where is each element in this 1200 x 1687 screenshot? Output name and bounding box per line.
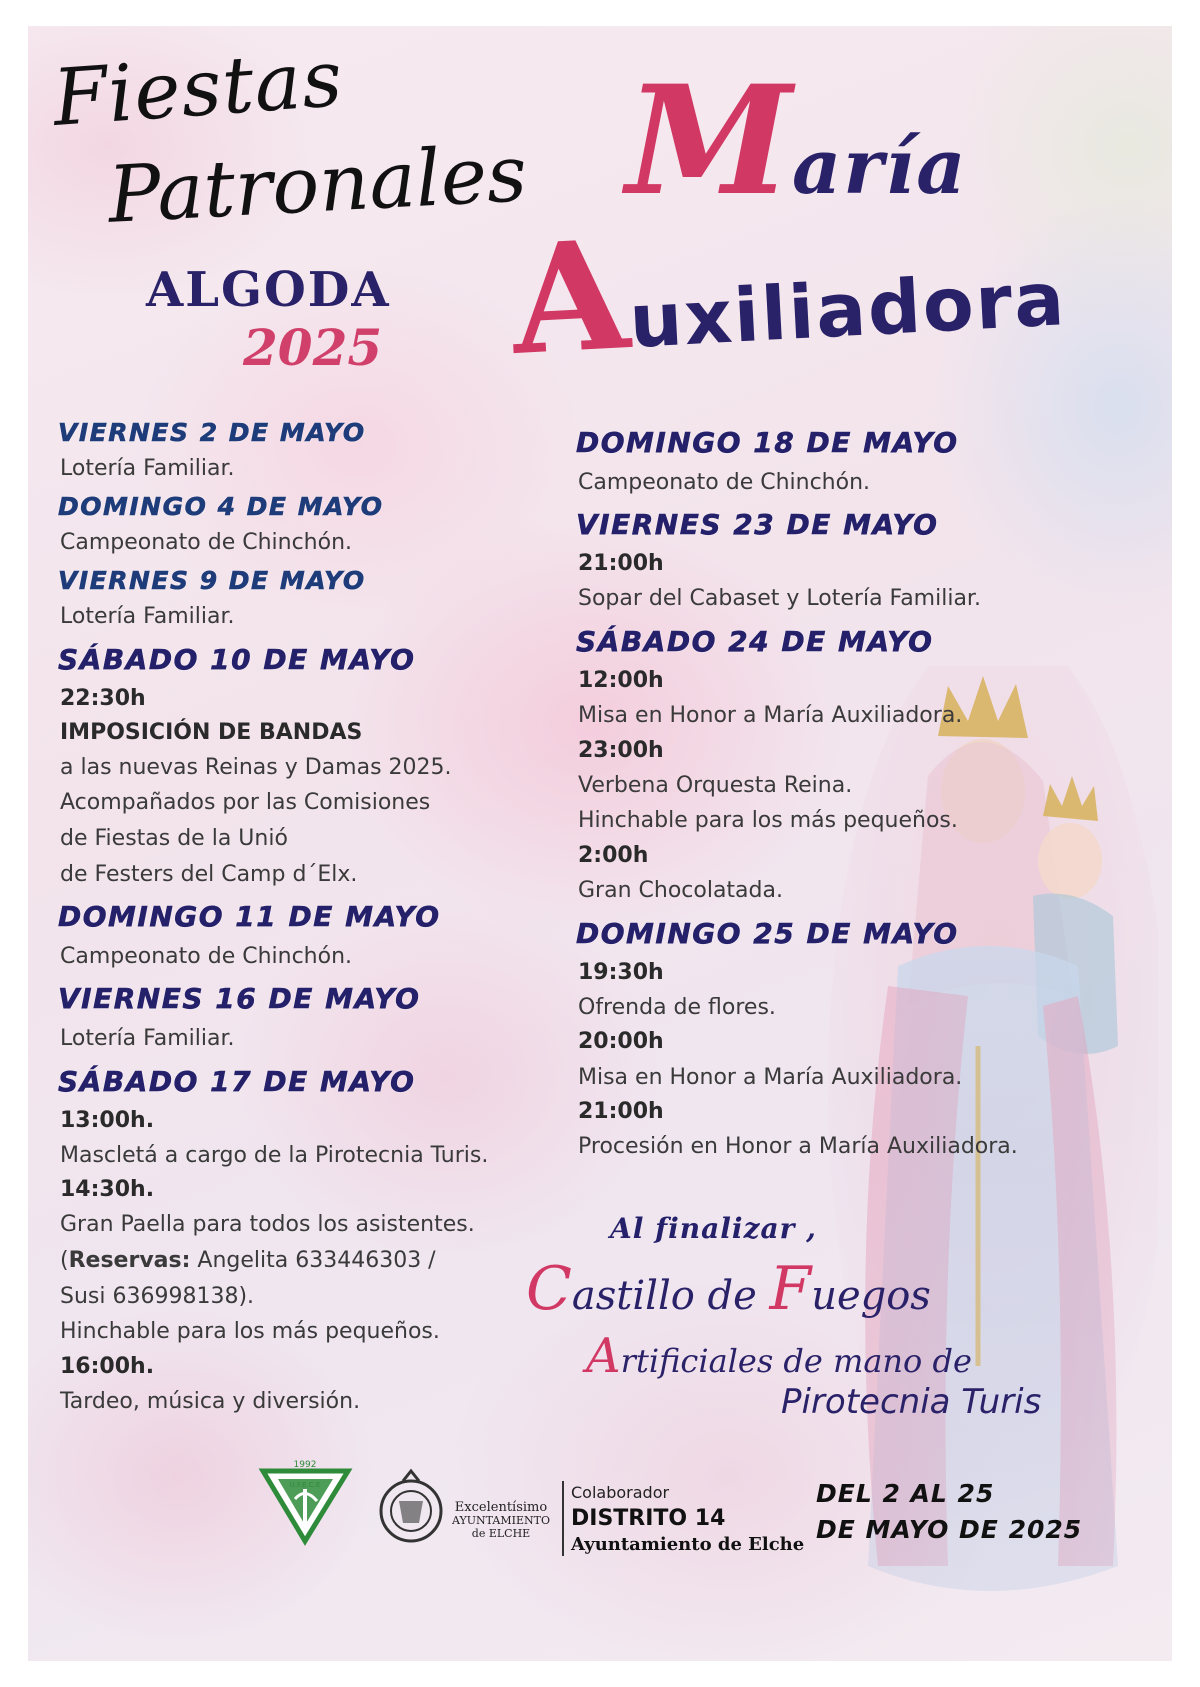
fuegos-initial: F — [769, 1254, 812, 1324]
ayto-line1: Excelentísimo — [454, 1500, 548, 1515]
event-line: Gran Chocolatada. — [578, 878, 783, 904]
day-heading: SÁBADO 10 DE MAYO — [58, 642, 416, 676]
day-heading: DOMINGO 11 DE MAYO — [58, 900, 441, 934]
event-line: Susi 636998138). — [60, 1283, 255, 1309]
fuegos-rest: uegos — [811, 1273, 931, 1319]
event-time: 14:30h. — [60, 1177, 155, 1203]
event-line: Misa en Honor a María Auxiliadora. — [578, 703, 963, 728]
event-text: Lotería Familiar. — [60, 1026, 235, 1052]
reservations-line — [60, 1243, 578, 1279]
date-range — [816, 1476, 1082, 1549]
title-fiestas: Fiestas — [50, 33, 346, 145]
ufece-name: U.F.E.C.E — [289, 1481, 321, 1489]
event-line: Mascletá a cargo de la Pirotecnia Turis. — [60, 1142, 489, 1168]
maria-initial: M — [626, 53, 793, 229]
sponsor-logos — [253, 1441, 813, 1561]
event-line: Tardeo, música y diversión. — [60, 1389, 361, 1415]
maria-rest: aría — [792, 122, 968, 211]
event-time: 22:30h — [60, 685, 146, 711]
ufece-year: 1992 — [293, 1460, 317, 1470]
day-heading: DOMINGO 25 DE MAYO — [576, 916, 959, 950]
event-text: Campeonato de Chinchón. — [60, 530, 353, 556]
day-heading: VIERNES 2 DE MAYO — [58, 418, 366, 447]
castillo-initial: C — [526, 1254, 572, 1324]
colab-district: DISTRITO 14 — [571, 1506, 726, 1531]
castillo-rest: astillo de — [571, 1273, 770, 1319]
ayto-line3: de ELCHE — [471, 1527, 531, 1540]
event-line: a las nuevas Reinas y Damas 2025. — [60, 754, 452, 780]
event-text: Lotería Familiar. — [60, 604, 235, 630]
reservations-contact: Angelita 633446303 / — [190, 1248, 436, 1274]
colab-ayuntamiento: Ayuntamiento de Elche — [571, 1534, 805, 1555]
ayuntamiento-elche-text — [451, 1500, 550, 1540]
artificiales-line — [586, 1328, 972, 1384]
event-line: Ofrenda de flores. — [578, 994, 776, 1020]
dates-line2: DE MAYO DE 2025 — [816, 1515, 1083, 1545]
elche-crest-logo — [381, 1471, 441, 1541]
event-line: de Fiestas de la Unió — [60, 826, 288, 851]
poster — [28, 26, 1172, 1661]
saint-name-maria — [626, 53, 968, 229]
auxiliadora-initial: A — [507, 207, 633, 389]
day-heading: SÁBADO 24 DE MAYO — [576, 624, 934, 658]
reservations-label: Reservas: — [68, 1248, 191, 1274]
event-time: 23:00h — [578, 737, 664, 763]
event-time: 21:00h — [578, 1099, 664, 1125]
event-time: 19:30h — [578, 959, 664, 985]
event-time: 20:00h — [578, 1029, 664, 1055]
event-title: IMPOSICIÓN DE BANDAS — [60, 719, 363, 745]
artificiales-initial: A — [586, 1328, 621, 1384]
title-patronales: Patronales — [105, 129, 530, 241]
day-heading: VIERNES 23 DE MAYO — [576, 508, 939, 542]
auxiliadora-rest: uxiliadora — [627, 256, 1069, 365]
event-text: Lotería Familiar. — [60, 456, 235, 481]
event-time: 13:00h. — [60, 1107, 155, 1133]
event-text: Campeonato de Chinchón. — [60, 944, 353, 970]
year-label: 2025 — [243, 318, 383, 377]
event-time: 21:00h — [578, 551, 664, 577]
day-heading: DOMINGO 4 DE MAYO — [58, 492, 384, 522]
castillo-de-fuegos — [526, 1254, 931, 1324]
event-text: Campeonato de Chinchón. — [578, 470, 871, 495]
colab-label: Colaborador — [571, 1483, 670, 1502]
event-line: Hinchable para los más pequeños. — [578, 808, 958, 834]
pirotecnia-name: Pirotecnia Turis — [781, 1382, 1042, 1422]
place-name: ALGODA — [146, 262, 391, 318]
schedule-left-column — [58, 418, 578, 1420]
event-line: de Festers del Camp d´Elx. — [60, 861, 358, 887]
day-heading: VIERNES 16 DE MAYO — [58, 982, 421, 1016]
finale-intro: Al finalizar , — [610, 1212, 817, 1245]
event-line: Verbena Orquesta Reina. — [578, 772, 853, 798]
artificiales-rest: rtificiales de mano de — [620, 1342, 972, 1380]
event-line: Procesión en Honor a María Auxiliadora. — [578, 1134, 1018, 1160]
event-time: 16:00h. — [60, 1353, 155, 1379]
day-heading: SÁBADO 17 DE MAYO — [58, 1064, 416, 1098]
ufece-logo — [263, 1460, 348, 1541]
event-time: 12:00h — [578, 667, 664, 693]
schedule-right-column — [576, 418, 1136, 1165]
day-heading: VIERNES 9 DE MAYO — [58, 566, 366, 596]
event-line: Acompañados por las Comisiones — [60, 790, 431, 816]
ayto-line2: AYUNTAMIENTO — [452, 1514, 550, 1527]
saint-name-auxiliadora — [507, 197, 1069, 389]
event-time: 2:00h — [578, 842, 649, 868]
colaborador-block — [570, 1483, 804, 1555]
event-line: Gran Paella para todos los asistentes. — [60, 1212, 475, 1238]
event-line: Hinchable para los más pequeños. — [60, 1319, 440, 1345]
event-line: Misa en Honor a María Auxiliadora. — [578, 1064, 963, 1090]
dates-line1: DEL 2 AL 25 — [816, 1479, 995, 1508]
event-line: Sopar del Cabaset y Lotería Familiar. — [578, 586, 981, 612]
day-heading: DOMINGO 18 DE MAYO — [576, 426, 959, 459]
paren-open: ( — [60, 1248, 69, 1274]
